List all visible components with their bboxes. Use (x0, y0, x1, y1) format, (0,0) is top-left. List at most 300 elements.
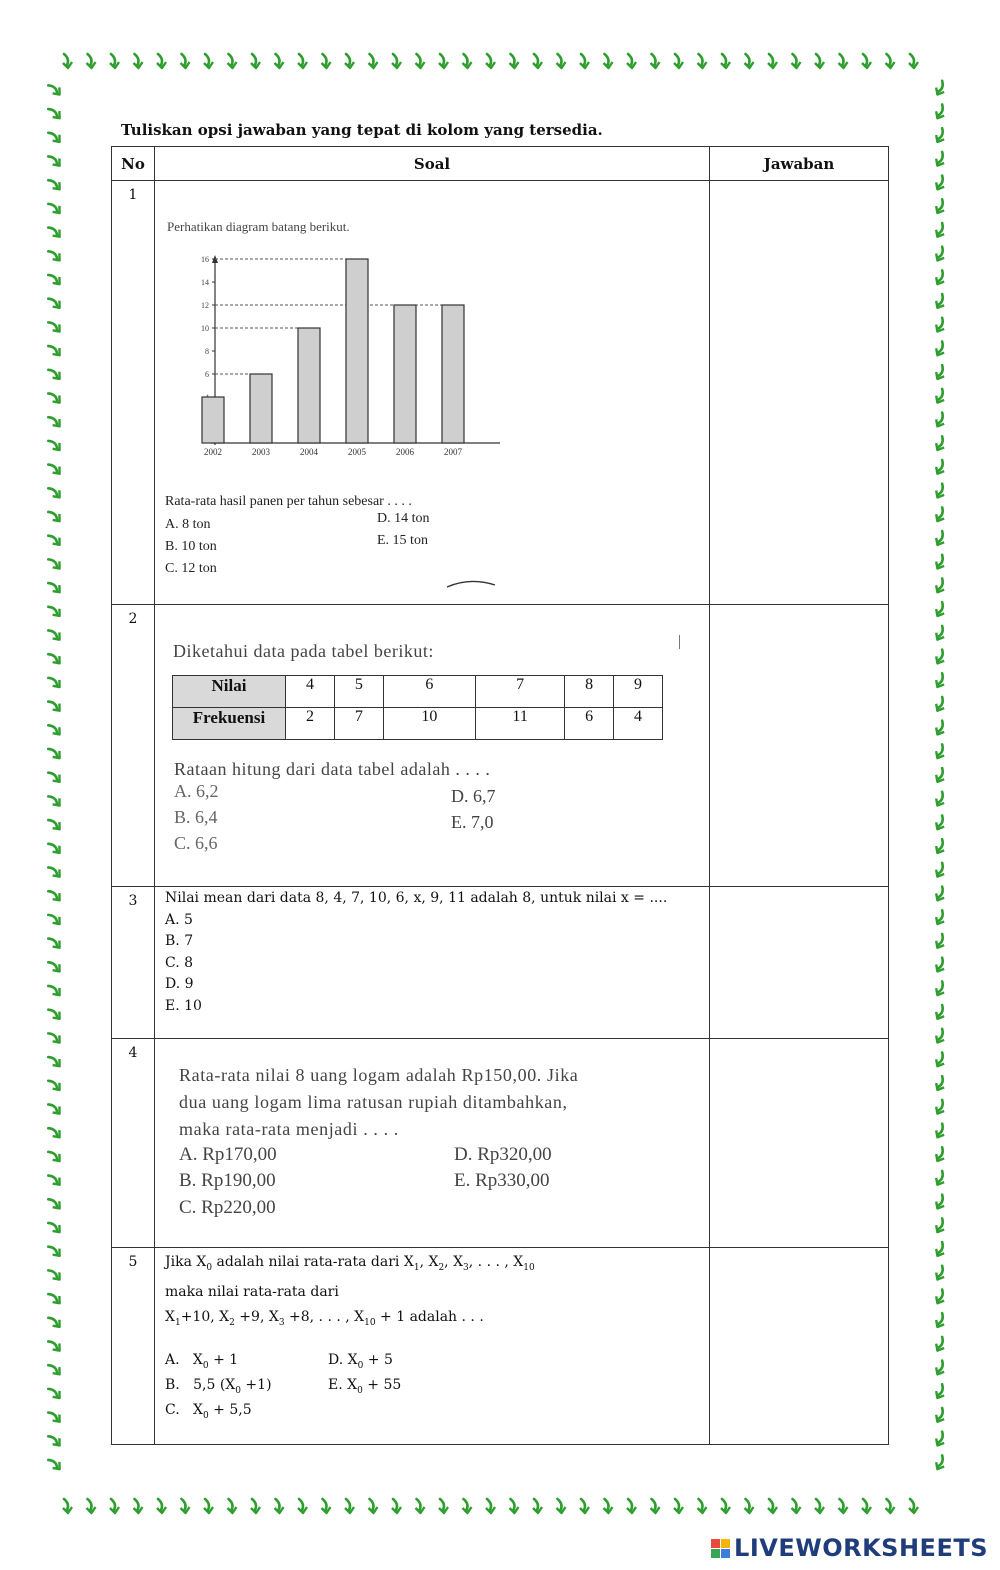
border-arrow (933, 412, 948, 429)
border-arrow (886, 1499, 895, 1513)
border-arrow (933, 151, 948, 168)
border-arrow (47, 1005, 62, 1022)
option-e[interactable]: E. 15 ton (377, 533, 428, 548)
border-arrow (181, 1499, 190, 1513)
chart-caption: Perhatikan diagram batang berikut. (167, 219, 350, 234)
border-arrow (47, 1029, 62, 1046)
border-arrow (47, 1100, 62, 1117)
border-arrow (47, 1076, 62, 1093)
nilai-cell: 4 (286, 676, 335, 708)
option-d[interactable]: D. 9 (165, 976, 194, 992)
logo-icon (711, 1539, 730, 1558)
border-arrow (674, 1499, 683, 1513)
border-arrow (933, 270, 948, 287)
border-arrow (933, 673, 948, 690)
border-arrow (721, 1499, 730, 1513)
frekuensi-cell: 6 (565, 708, 614, 740)
border-arrow (933, 957, 948, 974)
question-line-1: Jika $X_0$ adalah nilai rata-rata dari $X_1$, $X_2$, $X_3$, . . . , $X_{10}$ (165, 1254, 535, 1273)
border-arrow (228, 54, 237, 68)
border-arrow (47, 1147, 62, 1164)
border-arrow (721, 54, 730, 68)
border-arrow (47, 413, 62, 430)
border-arrow (933, 554, 948, 571)
border-arrow (933, 791, 948, 808)
question-line-2: dua uang logam lima ratusan rupiah ditambahkan, (179, 1092, 568, 1112)
border-arrow (933, 388, 948, 405)
table-row (112, 887, 889, 1039)
option-c[interactable]: C. Rp220,00 (179, 1197, 276, 1218)
border-arrow (47, 247, 62, 264)
border-arrow (933, 886, 948, 903)
border-arrow (933, 175, 948, 192)
border-arrow (47, 650, 62, 667)
border-arrow (862, 1499, 871, 1513)
border-arrow (909, 1499, 918, 1513)
border-arrow (47, 721, 62, 738)
border-arrow (47, 1313, 62, 1330)
border-arrow (933, 1147, 948, 1164)
border-arrow (698, 54, 707, 68)
border-arrow (674, 54, 683, 68)
border-arrow (933, 649, 948, 666)
scan-mark (679, 635, 680, 649)
border-arrow (933, 696, 948, 713)
border-arrow (47, 436, 62, 453)
question-cell (155, 1248, 710, 1445)
border-arrow (933, 981, 948, 998)
x-tick-label: 2003 (252, 447, 270, 457)
border-arrow (580, 1499, 589, 1513)
option-b[interactable]: B. 5,5 $(X_0 +1)$ (165, 1377, 272, 1396)
frekuensi-cell: 11 (476, 708, 565, 740)
question-text: Rataan hitung dari data tabel adalah . . . . (174, 759, 491, 779)
question-line-3: maka rata-rata menjadi . . . . (179, 1119, 399, 1139)
border-arrow (933, 1052, 948, 1069)
option-a[interactable]: A. 8 ton (165, 517, 211, 532)
question-number: 3 (112, 887, 155, 1039)
y-tick-label: 14 (201, 278, 209, 287)
border-arrow (933, 625, 948, 642)
option-letter: B. (165, 1377, 180, 1393)
border-arrow (604, 54, 613, 68)
border-arrow (933, 199, 948, 216)
border-arrow (47, 1195, 62, 1212)
bar-2004 (298, 328, 320, 443)
nilai-label: Nilai (173, 676, 286, 708)
border-arrow (47, 507, 62, 524)
border-arrow (933, 436, 948, 453)
border-arrow (47, 1052, 62, 1069)
border-arrow (933, 578, 948, 595)
border-arrow (510, 54, 519, 68)
y-tick-label: 12 (201, 301, 209, 310)
border-arrow (933, 294, 948, 311)
question-table (111, 146, 889, 1445)
border-arrow (933, 1170, 948, 1187)
border-arrow (47, 792, 62, 809)
border-arrow (604, 1499, 613, 1513)
border-arrow (157, 54, 166, 68)
answer-cell-2[interactable] (710, 605, 889, 887)
header-no: No (112, 147, 155, 181)
border-arrow (533, 1499, 542, 1513)
question-text: Nilai mean dari data 8, 4, 7, 10, 6, x, 9, 11 adalah 8, untuk nilai x = .... (165, 890, 668, 906)
border-arrow (745, 54, 754, 68)
border-arrow (47, 531, 62, 548)
table-row (112, 1039, 889, 1248)
border-arrow (627, 1499, 636, 1513)
nilai-cell: 8 (565, 676, 614, 708)
border-arrow (47, 815, 62, 832)
border-arrow (228, 1499, 237, 1513)
option-c[interactable]: C. 6,6 (174, 833, 218, 853)
answer-cell-4[interactable] (710, 1039, 889, 1248)
border-arrow (47, 887, 62, 904)
border-arrow (886, 54, 895, 68)
border-arrow (298, 54, 307, 68)
border-arrow (47, 981, 62, 998)
logo-text: LIVEWORKSHEETS (734, 1534, 988, 1562)
border-arrow (157, 1499, 166, 1513)
border-arrow (47, 365, 62, 382)
nilai-cell: 9 (614, 676, 663, 708)
border-arrow (933, 1313, 948, 1330)
x-tick-label: 2005 (348, 447, 366, 457)
border-arrow (933, 1076, 948, 1093)
frekuensi-cell: 4 (614, 708, 663, 740)
border-arrow (47, 1171, 62, 1188)
y-tick-label: 6 (205, 370, 209, 379)
border-arrow (47, 223, 62, 240)
border-arrow (933, 365, 948, 382)
border-arrow (933, 744, 948, 761)
border-arrow (322, 54, 331, 68)
border-arrow (510, 1499, 519, 1513)
border-arrow (47, 697, 62, 714)
border-arrow (933, 317, 948, 334)
border-arrow (47, 128, 62, 145)
table-row (112, 605, 889, 887)
border-arrow (345, 1499, 354, 1513)
border-arrow (933, 1289, 948, 1306)
border-arrow (392, 54, 401, 68)
option-c[interactable]: C. $X_0 + 5,5$ (165, 1402, 252, 1421)
border-arrow (204, 1499, 213, 1513)
option-d[interactable]: D. $X_0 + 5$ (328, 1352, 393, 1371)
border-arrow (580, 54, 589, 68)
border-arrow (933, 459, 948, 476)
border-arrow (933, 1218, 948, 1235)
bar-2002 (202, 397, 224, 443)
question-line-1: Rata-rata nilai 8 uang logam adalah Rp150,00. Jika (179, 1065, 579, 1085)
border-arrow (933, 768, 948, 785)
border-arrow (275, 54, 284, 68)
border-arrow (815, 54, 824, 68)
border-arrow (933, 222, 948, 239)
border-arrow (933, 246, 948, 263)
border-arrow (251, 54, 260, 68)
nilai-cell: 5 (334, 676, 383, 708)
border-arrow (651, 54, 660, 68)
option-letter: E. (328, 1377, 343, 1393)
border-arrow (933, 1028, 948, 1045)
border-arrow (392, 1499, 401, 1513)
header-jawaban: Jawaban (710, 147, 889, 181)
border-arrow (439, 1499, 448, 1513)
answer-cell-5[interactable] (710, 1248, 889, 1445)
border-arrow (47, 270, 62, 287)
border-arrow (47, 626, 62, 643)
instruction-text: Tuliskan opsi jawaban yang tepat di kolom yang tersedia. (121, 121, 603, 139)
bar-2006 (394, 305, 416, 443)
option-letter: D. (328, 1352, 344, 1368)
nilai-row (173, 676, 663, 708)
border-arrow (745, 1499, 754, 1513)
border-arrow (47, 1361, 62, 1378)
border-arrow (627, 54, 636, 68)
border-arrow (486, 54, 495, 68)
border-arrow (369, 54, 378, 68)
border-arrow (47, 958, 62, 975)
border-arrow (87, 1499, 96, 1513)
question-cell (155, 181, 710, 605)
frekuensi-row (173, 708, 663, 740)
border-arrow (47, 1455, 62, 1472)
question-line-3: $X_1+10$, $X_2 +9$, $X_3 +8$, . . . , $X_{10} + 1$ adalah . . . (165, 1308, 484, 1328)
x-tick-label: 2006 (396, 447, 414, 457)
border-arrow (698, 1499, 707, 1513)
bar-2003 (250, 374, 272, 443)
y-tick-label: 8 (205, 347, 209, 356)
bar-2007 (442, 305, 464, 443)
border-arrow (47, 1124, 62, 1141)
table-row (112, 1248, 889, 1445)
border-arrow (47, 294, 62, 311)
question-text: Rata-rata hasil panen per tahun sebesar . . . . (165, 494, 412, 509)
border-arrow (768, 1499, 777, 1513)
question-cell (155, 1039, 710, 1248)
border-arrow (251, 1499, 260, 1513)
border-arrow (933, 1336, 948, 1353)
x-tick-label: 2002 (204, 447, 222, 457)
border-arrow (416, 54, 425, 68)
header-soal: Soal (155, 147, 710, 181)
nilai-cell: 6 (383, 676, 475, 708)
option-e[interactable]: E. 10 (165, 997, 202, 1014)
border-arrow (47, 460, 62, 477)
border-arrow (557, 1499, 566, 1513)
answer-cell-3[interactable] (710, 887, 889, 1039)
option-e[interactable]: E. $X_0 + 55$ (328, 1377, 402, 1396)
border-arrow (933, 602, 948, 619)
question-cell (155, 887, 710, 1039)
border-arrow (47, 1337, 62, 1354)
border-arrow (933, 1099, 948, 1116)
border-arrow (933, 720, 948, 737)
border-arrow (933, 1360, 948, 1377)
border-arrow (47, 341, 62, 358)
border-arrow (47, 1432, 62, 1449)
question-number: 4 (112, 1039, 155, 1248)
border-arrow (933, 1431, 948, 1448)
option-letter: A. (165, 1352, 180, 1368)
border-arrow (47, 389, 62, 406)
border-arrow (933, 862, 948, 879)
border-arrow (322, 1499, 331, 1513)
option-e[interactable]: E. Rp330,00 (454, 1170, 550, 1191)
border-arrow (47, 152, 62, 169)
border-arrow (933, 1123, 948, 1140)
question-number: 1 (112, 181, 155, 605)
border-arrow (47, 673, 62, 690)
table-intro: Diketahui data pada tabel berikut: (173, 641, 434, 661)
border-arrow (63, 1499, 72, 1513)
border-arrow (933, 815, 948, 832)
border-arrow (839, 1499, 848, 1513)
border-arrow (463, 54, 472, 68)
border-arrow (345, 54, 354, 68)
border-arrow (181, 54, 190, 68)
border-arrow (533, 54, 542, 68)
option-c[interactable]: C. 8 (165, 954, 194, 971)
border-arrow (298, 1499, 307, 1513)
option-a[interactable]: A. $X_0 + 1$ (165, 1352, 239, 1371)
border-arrow (933, 1265, 948, 1282)
border-arrow (110, 1499, 119, 1513)
border-arrow (275, 1499, 284, 1513)
nilai-cell: 7 (476, 676, 565, 708)
y-tick-label: 16 (201, 255, 209, 264)
border-arrow (933, 839, 948, 856)
border-arrow (815, 1499, 824, 1513)
border-arrow (909, 54, 918, 68)
border-arrow (134, 54, 143, 68)
border-arrow (47, 1242, 62, 1259)
frequency-table (172, 675, 663, 740)
border-arrow (416, 1499, 425, 1513)
border-arrow (47, 578, 62, 595)
frekuensi-label: Frekuensi (173, 708, 286, 740)
option-a[interactable]: A. Rp170,00 (179, 1144, 277, 1165)
border-arrow (933, 1194, 948, 1211)
border-arrow (47, 1289, 62, 1306)
border-arrow (47, 1408, 62, 1425)
border-arrow (47, 104, 62, 121)
border-arrow (47, 1266, 62, 1283)
border-arrow (63, 54, 72, 68)
border-arrow (110, 54, 119, 68)
bar-2005 (346, 259, 368, 443)
option-a[interactable]: A. 5 (165, 911, 193, 928)
border-arrow (933, 1242, 948, 1259)
border-arrow (463, 1499, 472, 1513)
option-d[interactable]: D. 14 ton (377, 511, 430, 526)
border-arrow (933, 483, 948, 500)
border-arrow (47, 910, 62, 927)
option-d[interactable]: D. 6,7 (451, 786, 496, 806)
border-arrow (47, 934, 62, 951)
border-arrow (933, 80, 948, 97)
border-arrow (933, 1455, 948, 1472)
border-arrow (933, 1407, 948, 1424)
frekuensi-cell: 7 (334, 708, 383, 740)
x-tick-label: 2004 (300, 447, 318, 457)
table-row (112, 181, 889, 605)
border-arrow (47, 1218, 62, 1235)
border-arrow (933, 933, 948, 950)
border-arrow (839, 54, 848, 68)
y-tick-label: 10 (201, 324, 209, 333)
answer-cell-1[interactable] (710, 181, 889, 605)
option-b[interactable]: B. 10 ton (165, 539, 217, 554)
border-arrow (134, 1499, 143, 1513)
border-arrow (792, 54, 801, 68)
question-line-2: maka nilai rata-rata dari (165, 1284, 339, 1301)
border-arrow (862, 54, 871, 68)
liveworksheets-logo (711, 1534, 988, 1562)
question-number: 5 (112, 1248, 155, 1445)
option-letter: C. (165, 1402, 180, 1418)
question-cell (155, 605, 710, 887)
border-arrow (47, 555, 62, 572)
bar-chart (155, 243, 515, 473)
border-arrow (768, 54, 777, 68)
border-arrow (47, 744, 62, 761)
border-arrow (204, 54, 213, 68)
frekuensi-cell: 2 (286, 708, 335, 740)
border-arrow (933, 531, 948, 548)
border-arrow (651, 1499, 660, 1513)
border-arrow (933, 341, 948, 358)
border-arrow (933, 507, 948, 524)
border-arrow (47, 199, 62, 216)
option-b[interactable]: B. 6,4 (174, 807, 218, 827)
border-arrow (47, 318, 62, 335)
border-arrow (369, 1499, 378, 1513)
border-arrow (933, 1384, 948, 1401)
border-arrow (933, 128, 948, 145)
border-arrow (47, 1384, 62, 1401)
border-arrow (486, 1499, 495, 1513)
border-arrow (439, 54, 448, 68)
border-arrow (933, 104, 948, 121)
border-arrow (47, 176, 62, 193)
option-c[interactable]: C. 12 ton (165, 561, 217, 576)
border-arrow (47, 484, 62, 501)
option-b[interactable]: B. 7 (165, 933, 194, 949)
border-arrow (933, 910, 948, 927)
border-arrow (792, 1499, 801, 1513)
border-arrow (47, 839, 62, 856)
question-number: 2 (112, 605, 155, 887)
border-arrow (47, 863, 62, 880)
option-d[interactable]: D. Rp320,00 (454, 1144, 552, 1165)
scan-mark (445, 577, 505, 589)
border-arrow (557, 54, 566, 68)
option-b[interactable]: B. Rp190,00 (179, 1170, 276, 1191)
border-arrow (87, 54, 96, 68)
border-arrow (47, 602, 62, 619)
border-arrow (47, 81, 62, 98)
frekuensi-cell: 10 (383, 708, 475, 740)
x-tick-label: 2007 (444, 447, 462, 457)
option-a[interactable]: A. 6,2 (174, 781, 219, 801)
option-e[interactable]: E. 7,0 (451, 812, 494, 832)
table-header-row (112, 147, 889, 181)
border-arrow (47, 768, 62, 785)
border-arrow (933, 1005, 948, 1022)
